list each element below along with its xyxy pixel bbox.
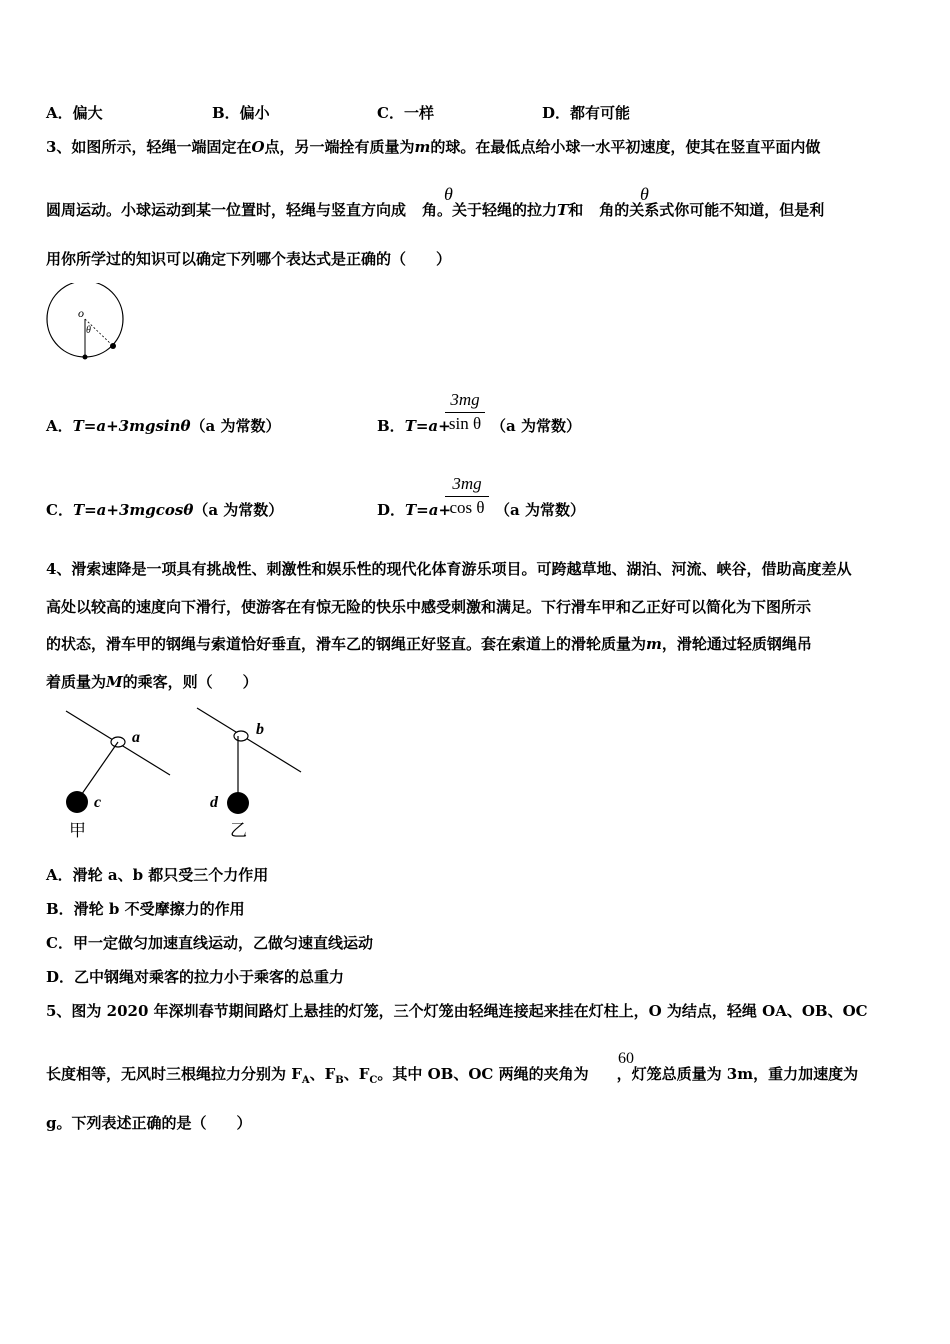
passenger-d [227, 792, 249, 814]
label-yi: 乙 [230, 821, 247, 840]
label-d: d [210, 794, 218, 811]
rope-jia [77, 742, 118, 801]
pulley-b [234, 731, 248, 741]
q2-option-b: B．偏小 [212, 104, 270, 122]
q3-option-d-fraction: $\frac{3mg}{\text{cos θ}}$ [445, 474, 489, 518]
passenger-c [66, 791, 88, 813]
q3-theta-symbol-2: θ [640, 184, 649, 204]
q3-line-2: 圆周运动。小球运动到某一位置时，轻绳与竖直方向成 角。关于轻绳的拉力T和 角的关系式你可能不知道，但是利 [46, 201, 825, 219]
q4-option-c: C．甲一定做匀加速直线运动，乙做匀速直线运动 [46, 934, 373, 952]
q3-theta-symbol-1: θ [444, 184, 453, 204]
q4-line-2: 高处以较高的速度向下滑行，使游客在有惊无险的快乐中感受刺激和满足。下行滑车甲和乙正好可以简化为下图所示 [46, 598, 812, 616]
q3-option-b-note: （a 为常数） [491, 417, 581, 435]
label-c: c [94, 794, 102, 811]
q3-ball-bottom [83, 355, 88, 360]
q4-zipline-figure [60, 705, 320, 840]
q3-line-3: 用你所学过的知识可以确定下列哪个表达式是正确的（ ） [46, 250, 452, 268]
q3-option-c: C．T=a+3mgcosθ（a 为常数） [46, 501, 284, 519]
q3-label-theta: θ [86, 325, 91, 336]
zipline-cable-yi [197, 708, 301, 772]
q4-line-4: 着质量为M的乘客，则（ ） [46, 673, 258, 691]
q4-option-d: D．乙中钢绳对乘客的拉力小于乘客的总重力 [46, 968, 345, 986]
q4-option-b: B．滑轮 b 不受摩擦力的作用 [46, 900, 245, 918]
q2-option-a: A．偏大 [46, 104, 103, 122]
q3-option-b: B．T=a+ [377, 417, 451, 435]
q3-label-o: o [78, 306, 84, 320]
q3-option-d: D．T=a+ [377, 501, 452, 519]
q4-option-a: A．滑轮 a、b 都只受三个力作用 [46, 866, 269, 884]
label-b: b [256, 721, 264, 738]
q5-line-2: 长度相等，无风时三根绳拉力分别为 $F_A$、$F_B$、$F_C$。其中 OB、OC 两绳的夹角为 ，灯笼总质量为 3m，重力加速度为 [46, 1065, 859, 1086]
q3-option-a: A．T=a+3mgsinθ（a 为常数） [46, 417, 281, 435]
q2-option-c: C．一样 [377, 104, 434, 122]
q3-line-1: 3、如图所示，轻绳一端固定在O点，另一端拴有质量为m的球。在最低点给小球一水平初速度，使其在竖直平面内做 [46, 138, 821, 156]
q5-line-1: 5、图为 2020 年深圳春节期间路灯上悬挂的灯笼，三个灯笼由轻绳连接起来挂在灯柱上，O 为结点，轻绳 OA、OB、OC [46, 1002, 868, 1020]
q4-line-1: 4、滑索速降是一项具有挑战性、刺激性和娱乐性的现代化体育游乐项目。可跨越草地、湖泊、河流、峡谷，借助高度差从 [46, 560, 852, 578]
q3-option-d-note: （a 为常数） [495, 501, 585, 519]
label-jia: 甲 [69, 821, 86, 840]
q2-option-d: D．都有可能 [542, 104, 631, 122]
q3-option-b-fraction: $\frac{3mg}{\text{sin θ}}$ [445, 390, 485, 434]
label-a: a [132, 729, 140, 746]
q3-circle-figure [42, 283, 132, 373]
q4-line-3: 的状态，滑车甲的钢绳与索道恰好垂直，滑车乙的钢绳正好竖直。套在索道上的滑轮质量为m，滑轮通过轻质钢绳吊 [46, 635, 812, 653]
q5-line-3: g。下列表述正确的是（ ） [46, 1114, 252, 1132]
q3-ball [110, 343, 116, 349]
q5-angle-60: 60 [618, 1050, 634, 1067]
